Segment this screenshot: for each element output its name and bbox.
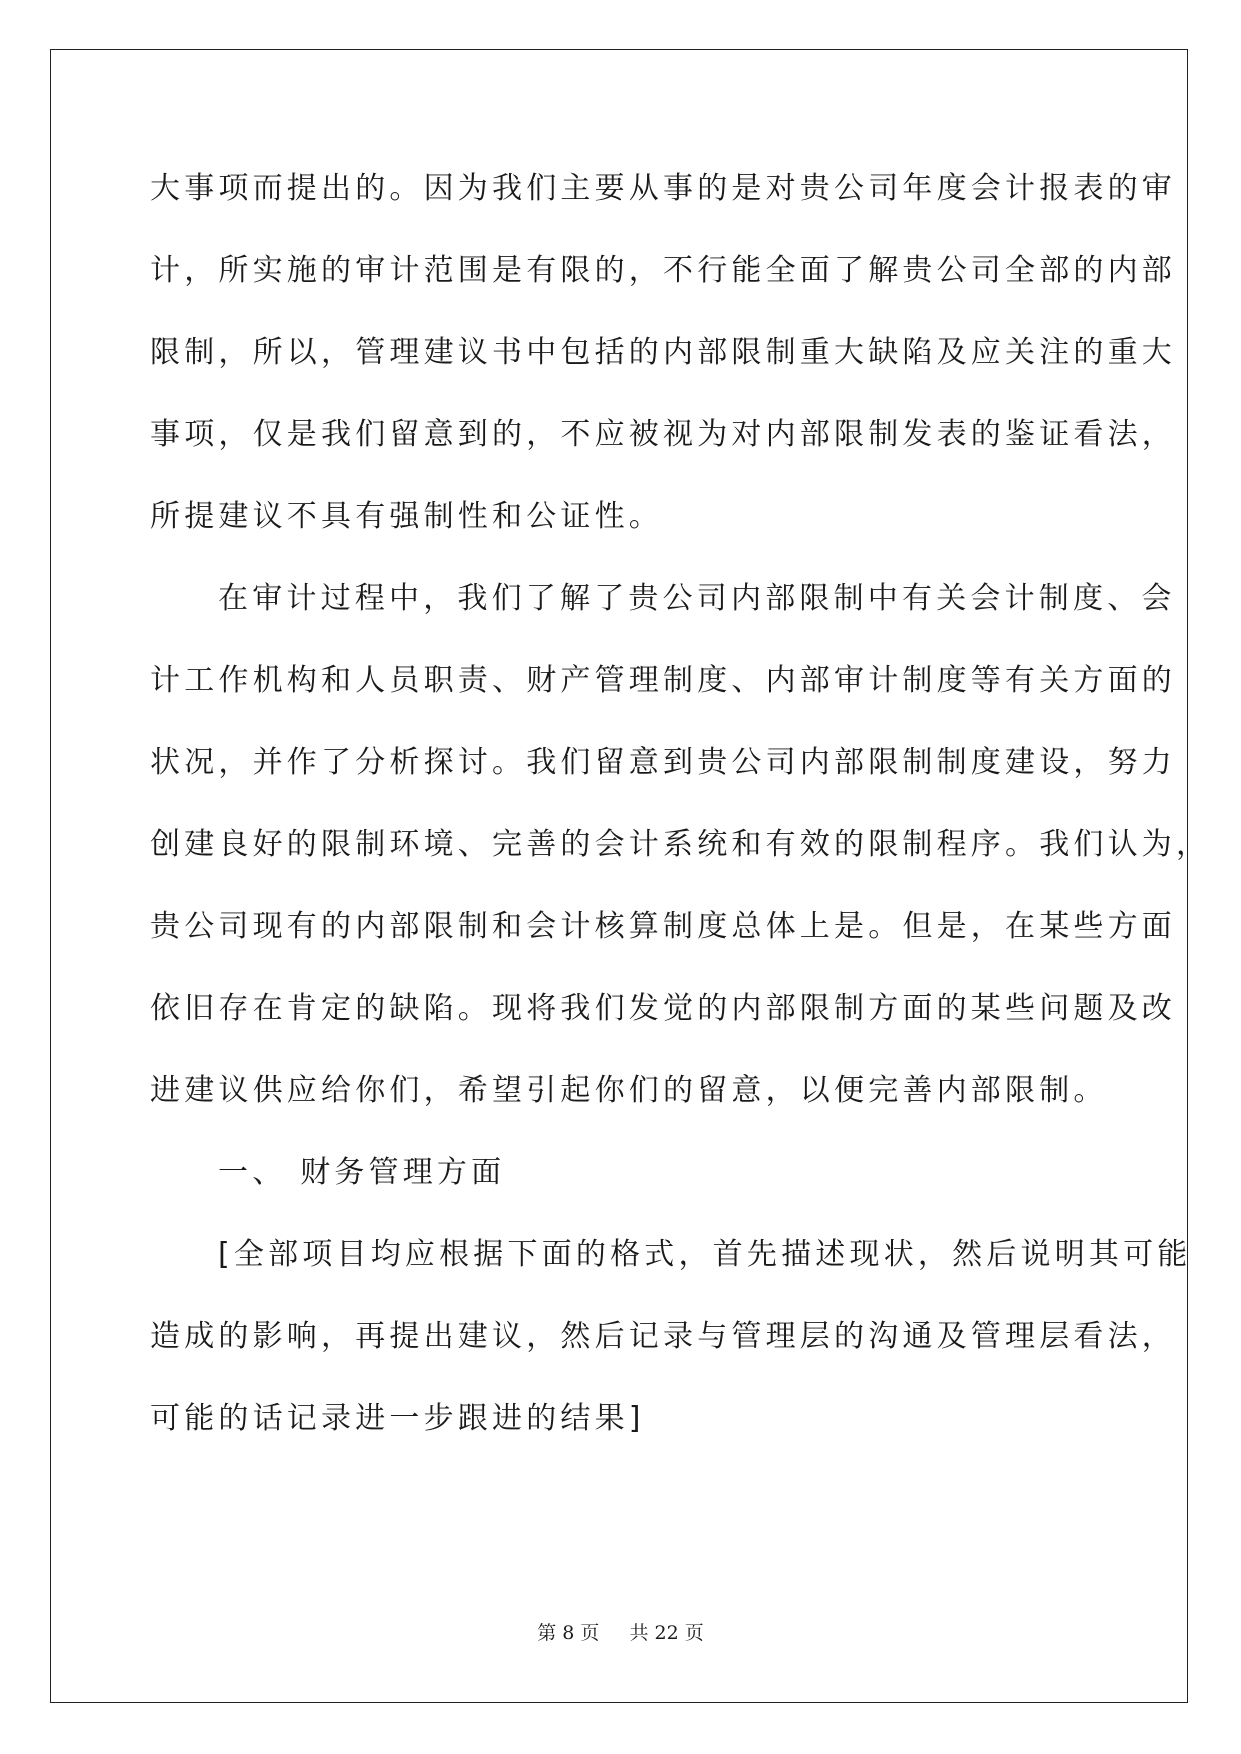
paragraph-start-line: 在审计过程中，我们了解了贵公司内部限制中有关会计制度、会 — [218, 581, 1176, 616]
text-line: 状况，并作了分析探讨。我们留意到贵公司内部限制制度建设，努力 — [150, 745, 1176, 780]
text-line: 大事项而提出的。因为我们主要从事的是对贵公司年度会计报表的审 — [150, 171, 1176, 206]
section-heading: 一、 财务管理方面 — [218, 1155, 506, 1190]
text-line: 进建议供应给你们，希望引起你们的留意，以便完善内部限制。 — [150, 1073, 1108, 1108]
text-line: 计工作机构和人员职责、财产管理制度、内部审计制度等有关方面的 — [150, 663, 1176, 698]
text-line: 限制，所以，管理建议书中包括的内部限制重大缺陷及应关注的重大 — [150, 335, 1176, 370]
text-line: 贵公司现有的内部限制和会计核算制度总体上是。但是，在某些方面 — [150, 909, 1176, 944]
text-line: 创建良好的限制环境、完善的会计系统和有效的限制程序。我们认为， — [150, 827, 1211, 862]
text-line: 可能的话记录进一步跟进的结果] — [150, 1401, 645, 1436]
text-line: 事项，仅是我们留意到的，不应被视为对内部限制发表的鉴证看法， — [150, 417, 1176, 452]
text-line: 所提建议不具有强制性和公证性。 — [150, 499, 663, 534]
total-pages: 共 22 页 — [629, 1622, 704, 1644]
paragraph-start-line: [全部项目均应根据下面的格式，首先描述现状，然后说明其可能 — [218, 1237, 1192, 1272]
text-line: 依旧存在肯定的缺陷。现将我们发觉的内部限制方面的某些问题及改 — [150, 991, 1176, 1026]
page-number: 第 8 页 — [537, 1622, 600, 1644]
document-body — [150, 160, 1211, 1472]
page-footer — [0, 1618, 1241, 1645]
text-line: 造成的影响，再提出建议，然后记录与管理层的沟通及管理层看法， — [150, 1319, 1176, 1354]
text-line: 计，所实施的审计范围是有限的，不行能全面了解贵公司全部的内部 — [150, 253, 1176, 288]
